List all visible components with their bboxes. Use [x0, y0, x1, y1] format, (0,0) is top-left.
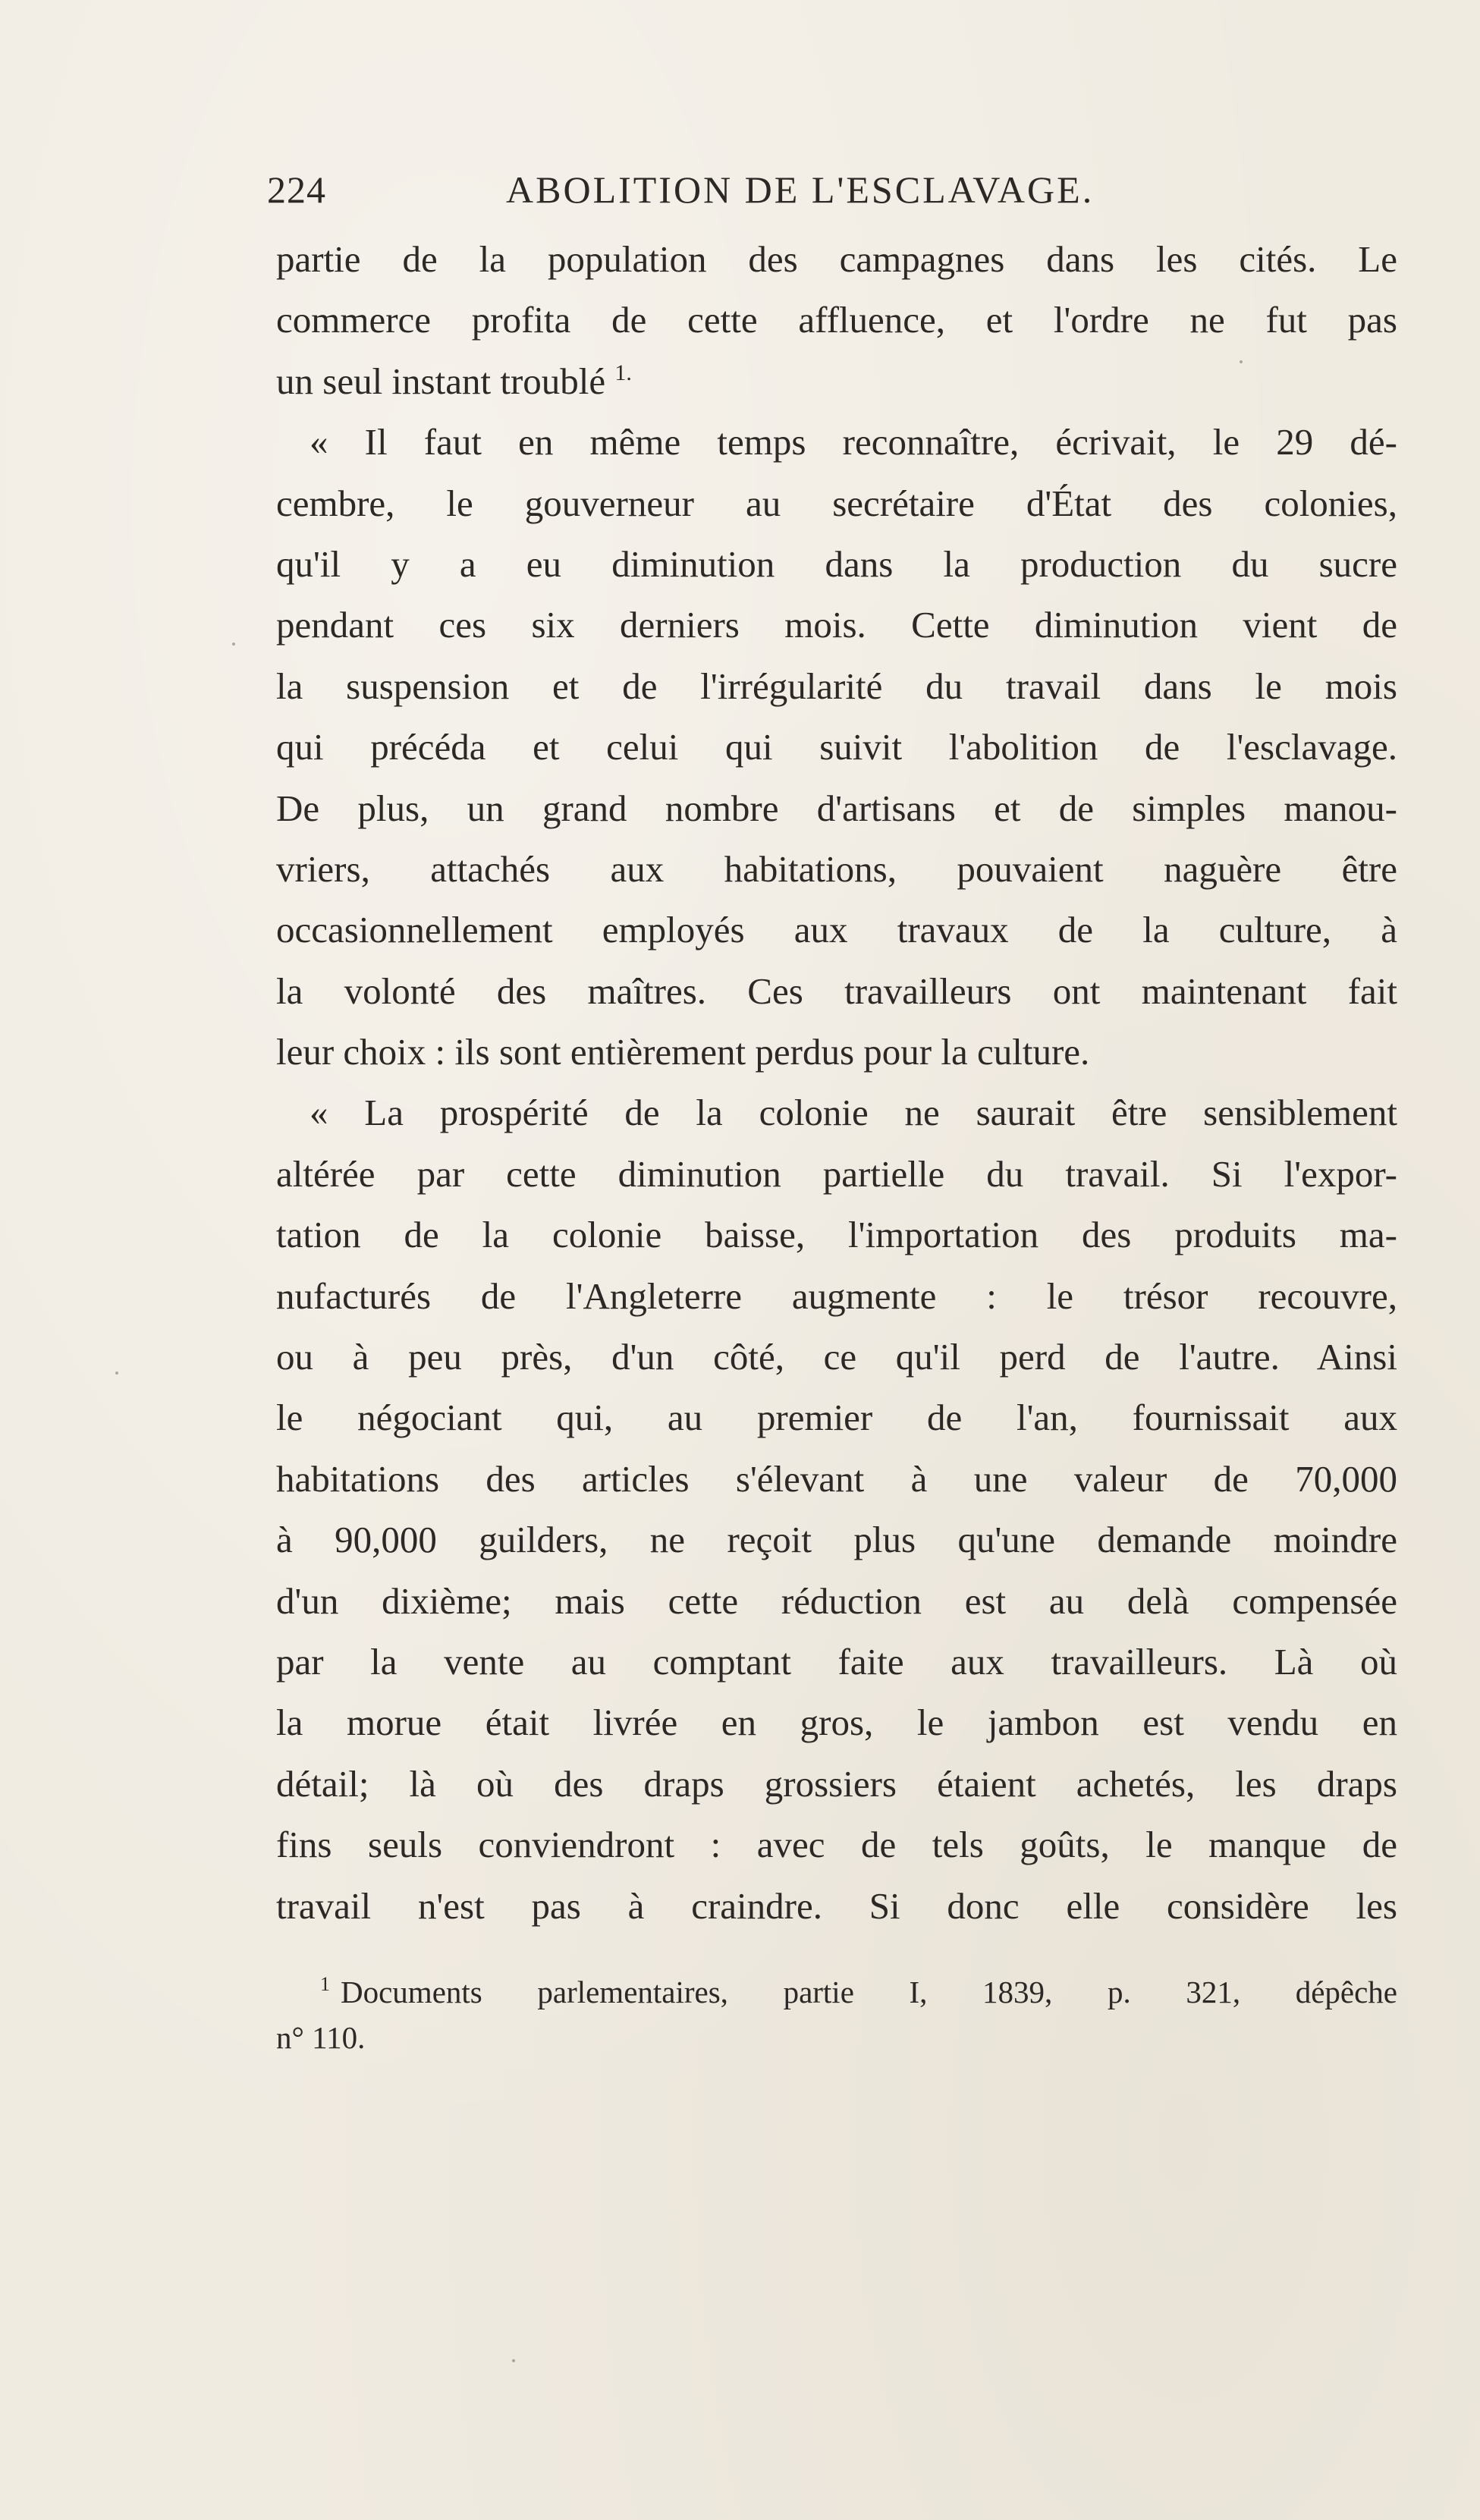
running-head	[267, 165, 1155, 214]
text-line: « La prospérité de la colonie ne saurait être sensiblement	[310, 1092, 1397, 1134]
text-line: « Il faut en même temps reconnaître, écrivait, le 29 dé-	[310, 421, 1397, 463]
text-line: la morue était livrée en gros, le jambon est vendu en	[276, 1701, 1397, 1744]
text-line: détail; là où des draps grossiers étaient achetés, les draps	[276, 1762, 1397, 1805]
footnote-marker: 1	[320, 1973, 330, 1995]
text-line: cembre, le gouverneur au secrétaire d'État des colonies,	[276, 482, 1397, 524]
text-line: qu'il y a eu diminution dans la production du sucre	[276, 542, 1397, 585]
text-line: la suspension et de l'irrégularité du travail dans le mois	[276, 665, 1397, 707]
text-line: par la vente au comptant faite aux travailleurs. Là où	[276, 1640, 1397, 1683]
text-line: tation de la colonie baisse, l'importation des produits ma-	[276, 1214, 1397, 1256]
text-line: qui précéda et celui qui suivit l'abolition de l'esclavage.	[276, 726, 1397, 768]
paper-speck	[1240, 360, 1243, 363]
text-line: la volonté des maîtres. Ces travailleurs ont maintenant fait	[276, 969, 1397, 1012]
text-line: occasionnellement employés aux travaux de la culture, à	[276, 909, 1397, 951]
text-line-content: un seul instant troublé	[276, 360, 606, 402]
text-line: le négociant qui, au premier de l'an, fournissait aux	[276, 1397, 1397, 1439]
text-line: habitations des articles s'élevant à une valeur de 70,000	[276, 1457, 1397, 1500]
text-line-with-footnote-ref	[276, 351, 1397, 412]
page-number: 224	[267, 168, 326, 211]
paper-speck	[115, 1372, 118, 1375]
text-line: ou à peu près, d'un côté, ce qu'il perd de l'autre. Ainsi	[276, 1336, 1397, 1378]
text-line: De plus, un grand nombre d'artisans et de simples manou-	[276, 787, 1397, 829]
text-line: commerce profita de cette affluence, et l'ordre ne fut pas	[276, 299, 1397, 341]
text-line: à 90,000 guilders, ne reçoit plus qu'une demande moindre	[276, 1519, 1397, 1561]
footnote-line	[276, 1969, 1397, 2015]
text-line: partie de la population des campagnes dans les cités. Le	[276, 238, 1397, 280]
footnote-reference: 1.	[614, 360, 632, 385]
text-line: vriers, attachés aux habitations, pouvaient naguère être	[276, 847, 1397, 890]
text-line: altérée par cette diminution partielle du travail. Si l'expor-	[276, 1152, 1397, 1195]
paper-speck	[512, 2359, 515, 2362]
paper-speck	[232, 643, 235, 646]
footnote-text: Documents parlementaires, partie I, 1839, p. 321, dépêche	[341, 1975, 1397, 2009]
running-title: ABOLITION DE L'ESCLAVAGE.	[506, 168, 1095, 211]
footnotes	[276, 1969, 1397, 2060]
text-line: fins seuls conviendront : avec de tels goûts, le manque de	[276, 1824, 1397, 1866]
body-text	[276, 229, 1397, 1937]
text-line: leur choix : ils sont entièrement perdus pour la culture.	[276, 1031, 1090, 1073]
text-line: nufacturés de l'Angleterre augmente : le trésor recouvre,	[276, 1274, 1397, 1317]
footnote-line: n° 110.	[276, 2020, 366, 2055]
text-line: d'un dixième; mais cette réduction est au delà compensée	[276, 1579, 1397, 1622]
text-line: pendant ces six derniers mois. Cette diminution vient de	[276, 604, 1397, 646]
text-line: travail n'est pas à craindre. Si donc elle considère les	[276, 1884, 1397, 1927]
